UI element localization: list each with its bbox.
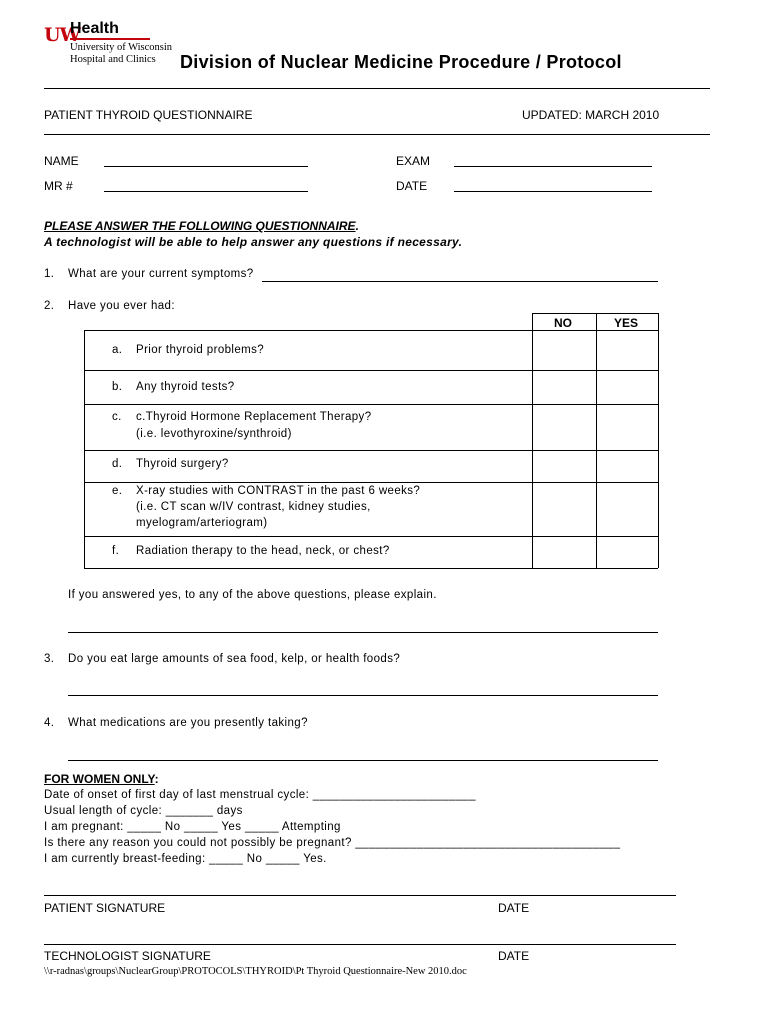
row-text: Any thyroid tests? bbox=[136, 381, 235, 393]
medications-field[interactable] bbox=[68, 760, 658, 761]
patient-signature-label: PATIENT SIGNATURE bbox=[44, 901, 166, 915]
exam-field[interactable] bbox=[454, 166, 652, 167]
logo-line1: University of Wisconsin bbox=[70, 42, 173, 53]
answer-no-d[interactable] bbox=[533, 451, 596, 482]
answer-yes-d[interactable] bbox=[597, 451, 658, 482]
technologist-signature-label: TECHNOLOGIST SIGNATURE bbox=[44, 949, 211, 963]
column-yes: YES bbox=[614, 316, 639, 330]
technologist-signature-field[interactable] bbox=[44, 944, 676, 945]
table-border bbox=[658, 313, 659, 568]
instructions-line1: PLEASE ANSWER THE FOLLOWING QUESTIONNAIRE. bbox=[44, 219, 359, 233]
row-text: (i.e. CT scan w/IV contrast, kidney studies, bbox=[136, 501, 371, 513]
answer-no-f[interactable] bbox=[533, 537, 596, 568]
row-text: Radiation therapy to the head, neck, or chest? bbox=[136, 545, 390, 557]
pregnant-line[interactable]: I am pregnant: _____ No _____ Yes _____ Attempting bbox=[44, 821, 341, 833]
row-letter: e. bbox=[112, 485, 123, 497]
updated-date: UPDATED: MARCH 2010 bbox=[522, 108, 660, 122]
date-field[interactable] bbox=[454, 191, 652, 192]
row-letter: b. bbox=[112, 381, 123, 393]
explain-field[interactable] bbox=[68, 632, 658, 633]
table-border bbox=[84, 568, 658, 569]
answer-yes-e[interactable] bbox=[597, 483, 658, 536]
cycle-length-line[interactable]: Usual length of cycle: _______ days bbox=[44, 805, 243, 817]
question-4-number: 4. bbox=[44, 717, 55, 729]
logo-brand: UW bbox=[44, 24, 80, 46]
question-3-text: Do you eat large amounts of sea food, kelp, or health foods? bbox=[68, 653, 401, 665]
logo-health: Health bbox=[70, 20, 119, 37]
women-heading: FOR WOMEN ONLY: bbox=[44, 772, 159, 786]
breastfeeding-line[interactable]: I am currently breast-feeding: _____ No _____ Yes. bbox=[44, 853, 327, 865]
page-title: Division of Nuclear Medicine Procedure / Protocol bbox=[180, 52, 622, 72]
symptoms-field[interactable] bbox=[262, 281, 658, 282]
divider bbox=[44, 134, 710, 135]
column-no: NO bbox=[554, 316, 572, 330]
logo-underline bbox=[70, 38, 150, 40]
answer-yes-b[interactable] bbox=[597, 371, 658, 404]
date-label: DATE bbox=[396, 179, 428, 193]
answer-no-e[interactable] bbox=[533, 483, 596, 536]
row-letter: f. bbox=[112, 545, 120, 557]
mr-label: MR # bbox=[44, 179, 73, 193]
row-text: X-ray studies with CONTRAST in the past 6 weeks? bbox=[136, 485, 421, 497]
patient-signature-field[interactable] bbox=[44, 895, 676, 896]
name-field[interactable] bbox=[104, 166, 308, 167]
row-letter: d. bbox=[112, 458, 123, 470]
file-path: \\r-radnas\groups\NuclearGroup\PROTOCOLS\THYROID\Pt Thyroid Questionnaire-New 2010.doc bbox=[44, 966, 467, 977]
exam-label: EXAM bbox=[396, 154, 431, 168]
technologist-date-label: DATE bbox=[498, 949, 530, 963]
row-text: (i.e. levothyroxine/synthroid) bbox=[136, 428, 292, 440]
answer-yes-f[interactable] bbox=[597, 537, 658, 568]
question-1-number: 1. bbox=[44, 268, 55, 280]
diet-field[interactable] bbox=[68, 695, 658, 696]
table-border bbox=[84, 330, 85, 568]
name-label: NAME bbox=[44, 154, 79, 168]
row-text: c.Thyroid Hormone Replacement Therapy? bbox=[136, 411, 372, 423]
question-2-number: 2. bbox=[44, 300, 55, 312]
pregnancy-reason-line[interactable]: Is there any reason you could not possibly be pregnant? _______________________________________ bbox=[44, 837, 621, 849]
row-letter: c. bbox=[112, 411, 122, 423]
row-text: Thyroid surgery? bbox=[136, 458, 229, 470]
table-border bbox=[532, 313, 658, 314]
question-3-number: 3. bbox=[44, 653, 55, 665]
answer-yes-c[interactable] bbox=[597, 405, 658, 450]
row-text: Prior thyroid problems? bbox=[136, 344, 265, 356]
logo-line2: Hospital and Clinics bbox=[70, 54, 156, 65]
mr-field[interactable] bbox=[104, 191, 308, 192]
answer-yes-a[interactable] bbox=[597, 331, 658, 370]
question-1-text: What are your current symptoms? bbox=[68, 268, 254, 280]
form-name: PATIENT THYROID QUESTIONNAIRE bbox=[44, 108, 253, 122]
menstrual-onset-line[interactable]: Date of onset of first day of last menstrual cycle: ________________________ bbox=[44, 789, 476, 801]
question-2-text: Have you ever had: bbox=[68, 300, 175, 312]
answer-no-a[interactable] bbox=[533, 331, 596, 370]
instructions-line2: A technologist will be able to help answer any questions if necessary. bbox=[44, 235, 463, 249]
row-text: myelogram/arteriogram) bbox=[136, 517, 268, 529]
patient-date-label: DATE bbox=[498, 901, 530, 915]
question-4-text: What medications are you presently taking? bbox=[68, 717, 308, 729]
answer-no-b[interactable] bbox=[533, 371, 596, 404]
answer-no-c[interactable] bbox=[533, 405, 596, 450]
row-letter: a. bbox=[112, 344, 123, 356]
explain-prompt: If you answered yes, to any of the above questions, please explain. bbox=[68, 589, 437, 601]
divider bbox=[44, 88, 710, 89]
